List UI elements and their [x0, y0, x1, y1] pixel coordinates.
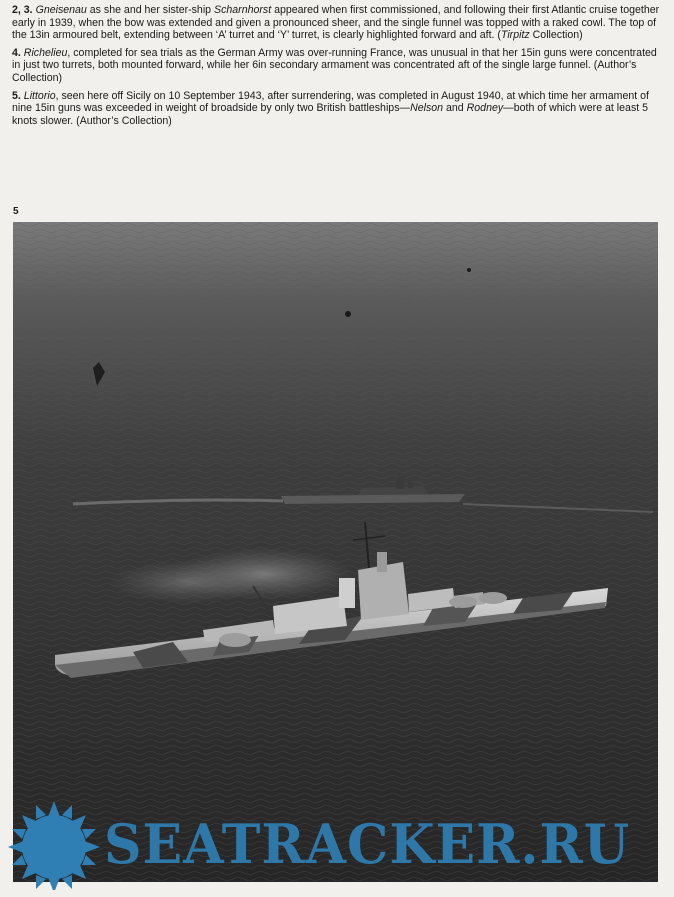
- caption-text: —both of which were at least 5 knots slower. (Author’s Collection): [12, 102, 649, 127]
- sunburst-logo-icon: [2, 800, 112, 890]
- caption-number: 2, 3.: [12, 4, 33, 16]
- caption-number: 4.: [12, 46, 21, 59]
- caption-ship-name: Rodney: [466, 102, 504, 115]
- caption-number: 5.: [12, 89, 21, 102]
- photo-number-label: 5: [13, 206, 19, 217]
- watermark-text: SEATRACKER.RU: [104, 812, 631, 877]
- caption-ship-name: Nelson: [410, 102, 444, 115]
- caption-ship-name: Tirpitz: [500, 29, 530, 42]
- caption-text: , completed for sea trials as the German Army was over-running France, was unusual in that her 15in guns were concentrated in just two turrets, both mounted forward, while her 6in secondary armament was concentrated aft of the single large funnel. (Author’s Collection): [12, 46, 657, 84]
- caption-ship-name: Richelieu: [23, 46, 68, 59]
- caption-ship-name: Scharnhorst: [214, 4, 272, 16]
- caption-2: [12, 47, 664, 85]
- caption-text: as she and her sister-ship: [86, 4, 215, 16]
- caption-text: , seen here off Sicily on 10 September 1943, after surrendering, was completed in August 1940, at which time her armament of nine 15in guns was exceeded in weight of broadside by only two British battleships—: [12, 89, 649, 115]
- photo-scene: [13, 222, 658, 882]
- caption-ship-name: Littorio: [23, 89, 56, 102]
- caption-text: and: [443, 102, 467, 115]
- caption-text: Collection): [529, 29, 583, 42]
- caption-3: [12, 90, 664, 128]
- caption-1: [12, 4, 664, 42]
- caption-text: appeared when first commissioned, and following their first Atlantic cruise together early in 1939, when the bow was extended and given a pronounced sheer, and the single funnel was topped with a raked cowl. The top of the 13in armoured belt, extending between ‘A’ turret and ‘Y’ turret, is clearly highlighted forward and aft. (: [12, 4, 660, 42]
- watermark: [0, 800, 674, 890]
- caption-ship-name: Gneisenau: [35, 4, 87, 16]
- battleship-photo: [13, 222, 658, 882]
- captions-block: [12, 4, 664, 132]
